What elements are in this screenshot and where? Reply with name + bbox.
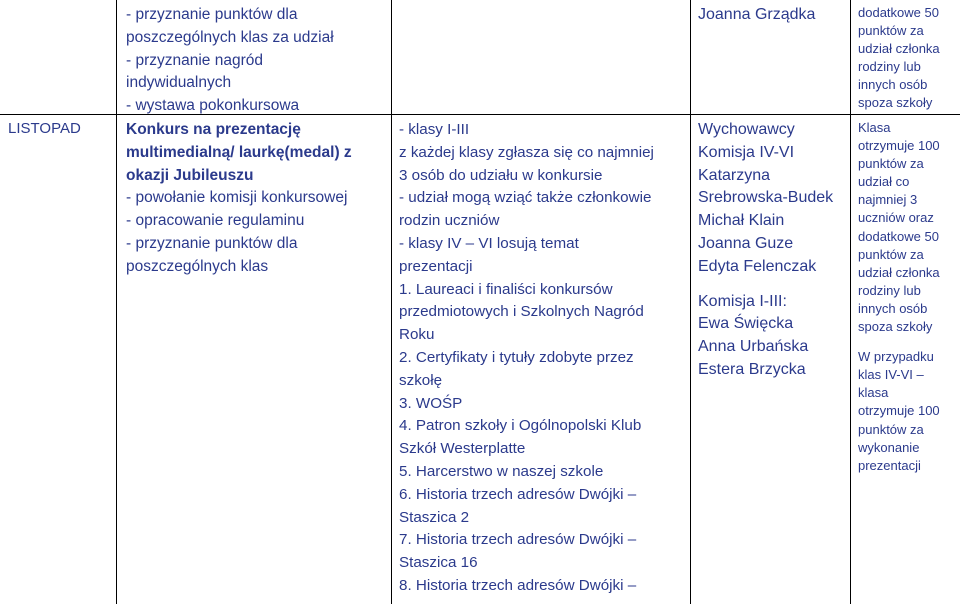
points-line: dodatkowe 50 [858,228,939,244]
rules-line: Staszica 2 [399,508,470,526]
rules-line: Szkół Westerplatte [399,440,526,458]
rules-line: 7. Historia trzech adresów Dwójki – [399,531,637,549]
points-line: otrzymuje 100 [858,403,940,419]
points-line: udział członka [858,264,940,280]
description-line: poszczególnych klas [126,257,269,275]
points-line: prezentacji [858,457,921,473]
responsible-line: Komisja I-III: [698,292,787,310]
month-label: LISTOPAD [8,120,81,137]
rules-line: przedmiotowych i Szkolnych Nagród [399,303,644,321]
column-divider-3 [690,0,691,604]
rules-line: 6. Historia trzech adresów Dwójki – [399,485,637,503]
rules-line: 8. Historia trzech adresów Dwójki – [399,576,637,594]
rules-line: 3 osób do udziału w konkursie [399,166,603,184]
responsible-line: Anna Urbańska [698,338,809,356]
points-line: uczniów oraz [858,210,934,226]
responsible-person: Joanna Grządka [698,6,816,23]
responsible-line: Edyta Felenczak [698,257,817,275]
description-line: - wystawa pokonkursowa [126,97,300,115]
rules-cell [399,119,654,598]
event-title-line: okazji Jubileuszu [126,166,254,184]
description-line: - przyznanie punktów dla [126,234,298,252]
rules-line: 4. Patron szkoły i Ogólnopolski Klub [399,417,642,435]
points-line: innych osób [858,77,928,93]
event-title-line: Konkurs na prezentację [126,121,301,138]
column-divider-1 [116,0,117,604]
rules-line: 5. Harcerstwo w naszej szkole [399,462,604,480]
points-line: innych osób [858,300,928,316]
top-description-cell [126,4,334,118]
top-responsible-cell [698,4,815,27]
points-cell [858,119,940,475]
points-line: najmniej 3 [858,192,918,208]
responsible-line: Srebrowska-Budek [698,189,834,207]
points-line: punktów za [858,156,924,172]
rules-line: prezentacji [399,257,473,275]
month-cell [8,120,81,137]
rules-line: Staszica 16 [399,554,478,572]
points-line: udział członka [858,41,940,57]
points-line: punktów za [858,246,924,262]
responsible-line: Michał Klain [698,212,785,230]
description-line: - przyznanie nagród [126,51,263,69]
responsible-line: Ewa Święcka [698,315,794,333]
event-title-line: multimedialną/ laurkę(medal) z [126,143,352,161]
rules-line: 1. Laureaci i finaliści konkursów [399,280,613,298]
points-line: punktów za [858,23,924,39]
points-line: dodatkowe 50 [858,5,939,20]
rules-line: z każdej klasy zgłasza się co najmniej [399,143,654,161]
points-line: spoza szkoły [858,95,933,111]
description-line: poszczególnych klas za udział [126,28,334,46]
rules-line: 3. WOŚP [399,394,463,412]
description-line: - powołanie komisji konkursowej [126,189,348,207]
rules-line: - klasy I-III [399,121,470,138]
responsible-line: Komisja IV-VI [698,143,795,161]
event-description-cell [126,119,352,279]
rules-line: rodzin uczniów [399,212,500,230]
points-line: rodziny lub [858,282,921,298]
spacer [698,279,833,291]
rules-line: Roku [399,326,435,344]
column-divider-4 [850,0,851,604]
points-line: udział co [858,174,910,190]
points-line: klasa [858,385,889,401]
points-line: otrzymuje 100 [858,138,940,154]
description-line: - przyznanie punktów dla [126,6,298,23]
points-line: spoza szkoły [858,319,933,335]
rules-line: - klasy IV – VI losują temat [399,234,579,252]
points-line: W przypadku [858,349,934,365]
column-divider-2 [391,0,392,604]
responsible-line: Joanna Guze [698,234,794,252]
description-line: indywidualnych [126,74,232,92]
points-line: wykonanie [858,439,920,455]
spacer [858,336,940,348]
points-line: punktów za [858,421,924,437]
responsible-line: Wychowawcy [698,121,795,138]
responsible-cell [698,119,833,382]
points-line: rodziny lub [858,59,921,75]
top-points-cell [858,4,940,113]
rules-line: - udział mogą wziąć także członkowie [399,189,652,207]
rules-line: szkołę [399,371,443,389]
responsible-line: Katarzyna [698,166,771,184]
responsible-line: Estera Brzycka [698,360,806,378]
points-line: klas IV-VI – [858,367,924,383]
points-line: Klasa [858,120,891,135]
description-line: - opracowanie regulaminu [126,212,305,230]
rules-line: 2. Certyfikaty i tytuły zdobyte przez [399,348,634,366]
